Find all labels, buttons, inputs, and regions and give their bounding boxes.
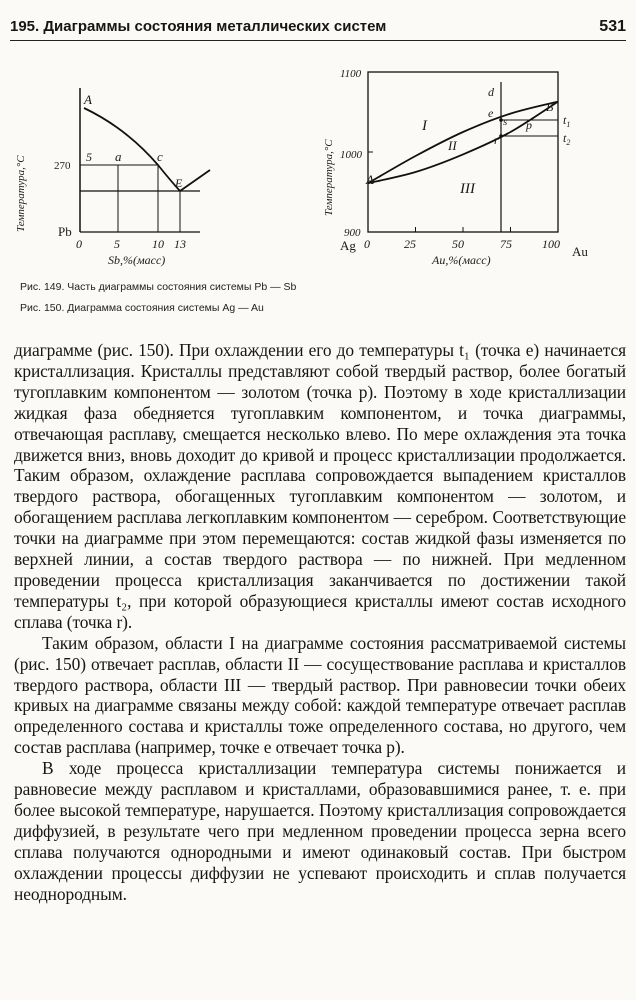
fig150-element-au: Au <box>572 244 588 259</box>
fig149-x-tick-13: 13 <box>174 237 186 251</box>
fig150-y-label: Температура,°С <box>323 139 335 216</box>
fig149-point-5: 5 <box>86 150 92 164</box>
fig150-point-r: r <box>494 133 499 147</box>
fig150-x-tick-25: 25 <box>404 237 416 251</box>
fig149-x-tick-5: 5 <box>114 237 120 251</box>
fig149-y-tick-270: 270 <box>54 160 71 172</box>
fig149-x-tick-10: 10 <box>152 237 164 251</box>
fig149-element-pb: Pb <box>58 224 72 239</box>
fig150-x-tick-0: 0 <box>364 237 370 251</box>
fig150-liquidus-curve <box>368 102 558 184</box>
fig150-frame <box>368 72 558 232</box>
fig150-x-label: Au,%(масс) <box>432 253 491 267</box>
fig149-point-c: c <box>157 149 163 164</box>
fig150-region-II: II <box>448 138 457 153</box>
fig149-x-label: Sb,%(масс) <box>108 253 166 267</box>
fig150-solidus-curve <box>368 102 558 184</box>
body-text <box>14 340 626 904</box>
fig150-point-d: d <box>488 85 494 99</box>
fig150-caption: Рис. 150. Диаграмма состояния системы Ag — Au <box>20 302 264 314</box>
fig150-element-ag: Ag <box>340 238 356 253</box>
paragraph-3: В ходе процесса кристаллизации температура системы понижается и равновесие между расплавом и кристаллами, образовавшимися ранее, т. е. при более высокой температуре, нарушается. Поэтому кристаллизация сопровождается диффузией, в результате чего при медленном проведении процесса зерна всего сплава получаются однородными и имеют одинаковый состав. При быстром охлаждении процессы диффузии не успевают происходить и сплав получается неоднородным. <box>14 758 626 904</box>
fig150-y-tick-1000: 1000 <box>340 149 362 161</box>
fig150-x-tick-75: 75 <box>500 237 512 251</box>
fig150-x-tick-50: 50 <box>452 237 464 251</box>
fig149-point-a: a <box>115 149 122 164</box>
fig150-point-e: e <box>488 106 494 120</box>
paragraph-2: Таким образом, области I на диаграмме состояния рассматриваемой системы (рис. 150) отвечает расплав, области II — сосуществование расплава и кристаллов твердого раствора, области III — твердый раствор. При равновесии точки обеих кривых на диаграмме связаны между собой: каждой температуре отвечает расплав определенного состава и кристаллы тоже определенного состава, но другого, чем состав расплава (например, точке e отвечает точка p). <box>14 632 626 758</box>
fig149-point-A: A <box>84 92 92 107</box>
paragraph-1: диаграмме (рис. 150). При охлаждении его до температуры t₁ (точка e) начинается кристаллизация. Кристаллы представляют собой твердый раствор, более богатый тугоплавким компонентом — золотом (точка p). Поэтому в ходе кристаллизации жидкая фаза обедняется тугоплавким компонентом, и точка диаграммы, отвечающая расплаву, смещается несколько влево. По мере охлаждения эта точка движется вниз, вновь доходит до кривой и процесс кристаллизации продолжается. Таким образом, охлаждение расплава сопровождается выпадением кристаллов твердого раствора, обогащенных тугоплавким компонентом — золотом, и обогащением расплава легкоплавким компонентом — серебром. Соответствующие точки на диаграмме при этом перемещаются: состав жидкой фазы изменяется по верхней линии, а состав твердого раствора — по нижней. При медленном проведении процесса кристаллизация заканчивается по достижении такой температуры t₂, при которой образующиеся кристаллы имеют состав исходного сплава (точка r). <box>14 340 626 632</box>
fig150-point-B: B <box>546 100 554 114</box>
fig149-x-tick-0: 0 <box>76 237 82 251</box>
fig150-y-tick-1100: 1100 <box>340 68 362 80</box>
fig149-y-label: Температура,°С <box>15 155 27 232</box>
section-title: 195. Диаграммы состояния металлических систем <box>10 18 387 35</box>
fig149-point-E: E <box>175 176 183 190</box>
fig150-point-s: s <box>503 116 508 128</box>
fig150-region-I: I <box>422 118 427 134</box>
fig149-caption: Рис. 149. Часть диаграммы состояния системы Pb — Sb <box>20 281 297 293</box>
fig150-y-tick-900: 900 <box>344 227 361 239</box>
fig150-region-III: III <box>460 181 475 197</box>
fig150-x-tick-100: 100 <box>542 237 560 251</box>
fig150-point-A: A <box>366 172 374 187</box>
fig150-label-t2: $t_2$ <box>563 131 571 147</box>
fig150-point-p: p <box>526 118 532 132</box>
fig150-label-t1: $t_1$ <box>563 113 571 129</box>
page-number: 531 <box>599 18 626 35</box>
